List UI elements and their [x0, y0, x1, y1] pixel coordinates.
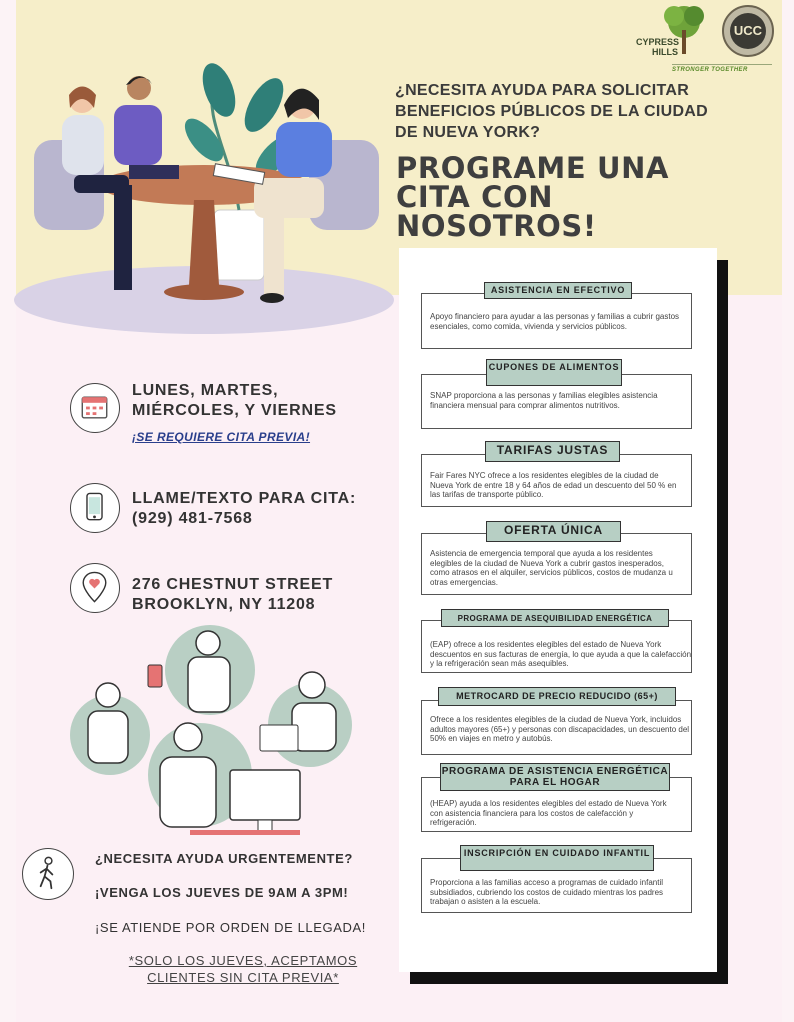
- program-card: [421, 620, 692, 673]
- program-label: TARIFAS JUSTAS: [485, 441, 620, 462]
- program-label: ASISTENCIA EN EFECTIVO: [484, 282, 632, 299]
- phone-icon: [70, 483, 120, 533]
- program-description: Asistencia de emergencia temporal que ayuda a los residentes elegibles de la ciudad de Nueva York a cubrir gastos inesperados, como atrasos en el alquiler, servicios públicos, costos de mudanza u otras emergencias.: [430, 549, 673, 587]
- page-title: PROGRAME UNA CITA CON NOSOTROS!: [396, 151, 670, 243]
- program-description: (HEAP) ayuda a los residentes elegibles del estado de Nueva York con asistencia financiera para los costos de calefacción y refrigeración.: [430, 799, 667, 827]
- remote-help-illustration: [70, 625, 365, 840]
- program-label: OFERTA ÚNICA: [486, 521, 621, 542]
- cypress-hills-wordmark: CYPRESS HILLS: [636, 37, 680, 57]
- program-description: Fair Fares NYC ofrece a los residentes elegibles de la ciudad de Nueva York de entre 18 y 64 años de edad un descuento del 50 % en las tarifas de transporte público.: [430, 471, 677, 499]
- tagline: STRONGER TOGETHER: [672, 67, 748, 73]
- program-card: [421, 293, 692, 349]
- ucc-logo: [722, 5, 774, 57]
- call-label: LLAME/TEXTO PARA CITA:: [132, 490, 357, 507]
- office-days: LUNES, MARTES, MIÉRCOLES, Y VIERNES: [132, 382, 337, 419]
- program-card: [421, 700, 692, 755]
- program-label: INSCRIPCIÓN EN CUIDADO INFANTIL: [460, 845, 654, 871]
- first-come-note: ¡SE ATIENDE POR ORDEN DE LLEGADA!: [95, 920, 366, 935]
- address-street: 276 CHESTNUT STREET: [132, 576, 334, 593]
- program-description: Ofrece a los residentes elegibles de la ciudad de Nueva York, incluidos adultos mayores (65+) y personas con discapacidades, un descuento del 50% en viajes en metro y autobús.: [430, 715, 690, 743]
- meeting-illustration: [14, 60, 399, 340]
- address-city: BROOKLYN, NY 11208: [132, 596, 316, 613]
- phone-number: (929) 481-7568: [132, 510, 253, 527]
- walk-in-hours: ¡VENGA LOS JUEVES DE 9AM A 3PM!: [95, 885, 349, 900]
- walk-in-note: *SOLO LOS JUEVES, ACEPTAMOS CLIENTES SIN CITA PREVIA*: [128, 953, 358, 985]
- program-description: Proporciona a las familias acceso a programas de cuidado infantil subsidiados, cubriendo los costos de cuidado mientras los padres trabajan o asisten a la escuela.: [430, 878, 664, 906]
- header-question: ¿NECESITA AYUDA PARA SOLICITAR BENEFICIOS PÚBLICOS DE LA CIUDAD DE NUEVA YORK?: [395, 82, 709, 141]
- program-card: [421, 533, 692, 595]
- location-pin-icon: [70, 563, 120, 613]
- program-description: (EAP) ofrece a los residentes elegibles del estado de Nueva York descuentos en sus facturas de energía, lo que ayuda a que la calefacción y la refrigeración sean más asequibles.: [430, 640, 692, 668]
- program-description: Apoyo financiero para ayudar a las personas y familias a cubrir gastos esenciales, como comida, vivienda y servicios públicos.: [430, 312, 680, 331]
- program-description: SNAP proporciona a las personas y familias elegibles asistencia financiera mensual para comprar alimentos nutritivos.: [430, 391, 658, 410]
- program-label: METROCARD DE PRECIO REDUCIDO (65+): [438, 687, 676, 706]
- program-label: CUPONES DE ALIMENTOS: [486, 359, 622, 386]
- program-label: PROGRAMA DE ASEQUIBILIDAD ENERGÉTICA: [441, 609, 669, 627]
- program-label: PROGRAMA DE ASISTENCIA ENERGÉTICA PARA EL HOGAR: [440, 763, 670, 791]
- appointment-required-note: ¡SE REQUIERE CITA PREVIA!: [132, 430, 311, 444]
- urgent-question: ¿NECESITA AYUDA URGENTEMENTE?: [95, 851, 353, 866]
- calendar-icon: [70, 383, 120, 433]
- walking-person-icon: [22, 848, 74, 900]
- logo-divider: [672, 64, 772, 65]
- ucc-initials: UCC: [730, 13, 766, 49]
